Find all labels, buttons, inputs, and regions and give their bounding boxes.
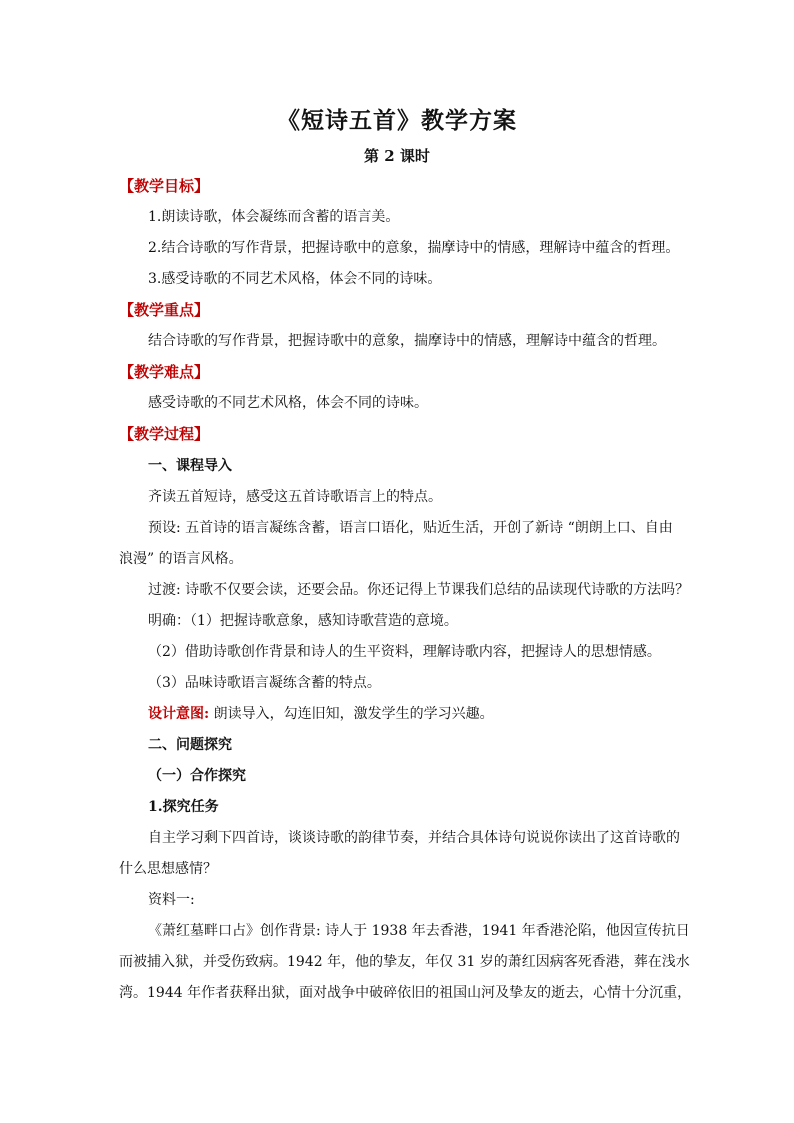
paragraph: 预设: 五首诗的语言凝练含蓄，语言口语化，贴近生活，开创了新诗 “朗朗上口、自由 xyxy=(148,520,673,536)
paragraph: 自主学习剩下四首诗，谈谈诗歌的韵律节奏，并结合具体诗句说说你读出了这首诗歌的 xyxy=(148,830,680,846)
subsection-cooperative-inquiry: （一）合作探究 xyxy=(148,768,246,784)
heading-teaching-process: 【教学过程】 xyxy=(119,425,210,443)
goal-item-1: 1.朗读诗歌，体会凝练而含蓄的语言美。 xyxy=(148,209,400,225)
heading-teaching-goals: 【教学目标】 xyxy=(119,177,210,195)
design-intent-label: 设计意图: xyxy=(148,706,210,722)
section-problem-inquiry: 二、问题探究 xyxy=(148,737,232,753)
heading-difficult-points: 【教学难点】 xyxy=(119,363,210,381)
paragraph: 明确：（1）把握诗歌意象，感知诗歌营造的意境。 xyxy=(148,613,458,629)
paragraph: 资料一: xyxy=(148,892,195,908)
paragraph: 齐读五首短诗，感受这五首诗歌语言上的特点。 xyxy=(148,489,442,505)
heading-key-points: 【教学重点】 xyxy=(119,301,210,319)
section-course-intro: 一、课程导入 xyxy=(148,458,232,474)
paragraph: 《萧红墓畔口占》创作背景: 诗人于 1938 年去香港，1941 年香港沦陷，他因宣传抗日 xyxy=(148,923,690,939)
design-intent-text: 朗读导入，勾连旧知，激发学生的学习兴趣。 xyxy=(209,706,494,722)
paragraph: 什么思想感情？ xyxy=(119,861,217,877)
page-title: 《短诗五首》教学方案 xyxy=(277,107,517,134)
goal-item-3: 3.感受诗歌的不同艺术风格，体会不同的诗味。 xyxy=(148,271,442,287)
lesson-subtitle: 第 2 课时 xyxy=(364,147,430,165)
goal-item-2: 2.结合诗歌的写作背景，把握诗歌中的意象，揣摩诗中的情感，理解诗中蕴含的哲理。 xyxy=(148,240,680,256)
paragraph: 而被捕入狱，并受伤致病。1942 年，他的挚友，年仅 31 岁的萧红因病客死香港，葬在浅水 xyxy=(119,954,690,970)
paragraph: 浪漫” 的语言风格。 xyxy=(119,551,243,567)
design-intent xyxy=(148,704,494,724)
difficult-points-text: 感受诗歌的不同艺术风格，体会不同的诗味。 xyxy=(148,395,428,411)
paragraph: （3）品味诗歌语言凝练含蓄的特点。 xyxy=(148,675,381,691)
paragraph: 湾。1944 年作者获释出狱，面对战争中破碎依旧的祖国山河及挚友的逝去，心情十分沉重， xyxy=(119,985,692,1001)
paragraph: 过渡: 诗歌不仅要会读，还要会品。你还记得上节课我们总结的品读现代诗歌的方法吗？ xyxy=(148,582,690,598)
key-points-text: 结合诗歌的写作背景，把握诗歌中的意象，揣摩诗中的情感，理解诗中蕴含的哲理。 xyxy=(148,333,666,349)
paragraph: （2）借助诗歌创作背景和诗人的生平资料，理解诗歌内容，把握诗人的思想情感。 xyxy=(148,644,661,660)
task-heading: 1.探究任务 xyxy=(148,799,219,815)
